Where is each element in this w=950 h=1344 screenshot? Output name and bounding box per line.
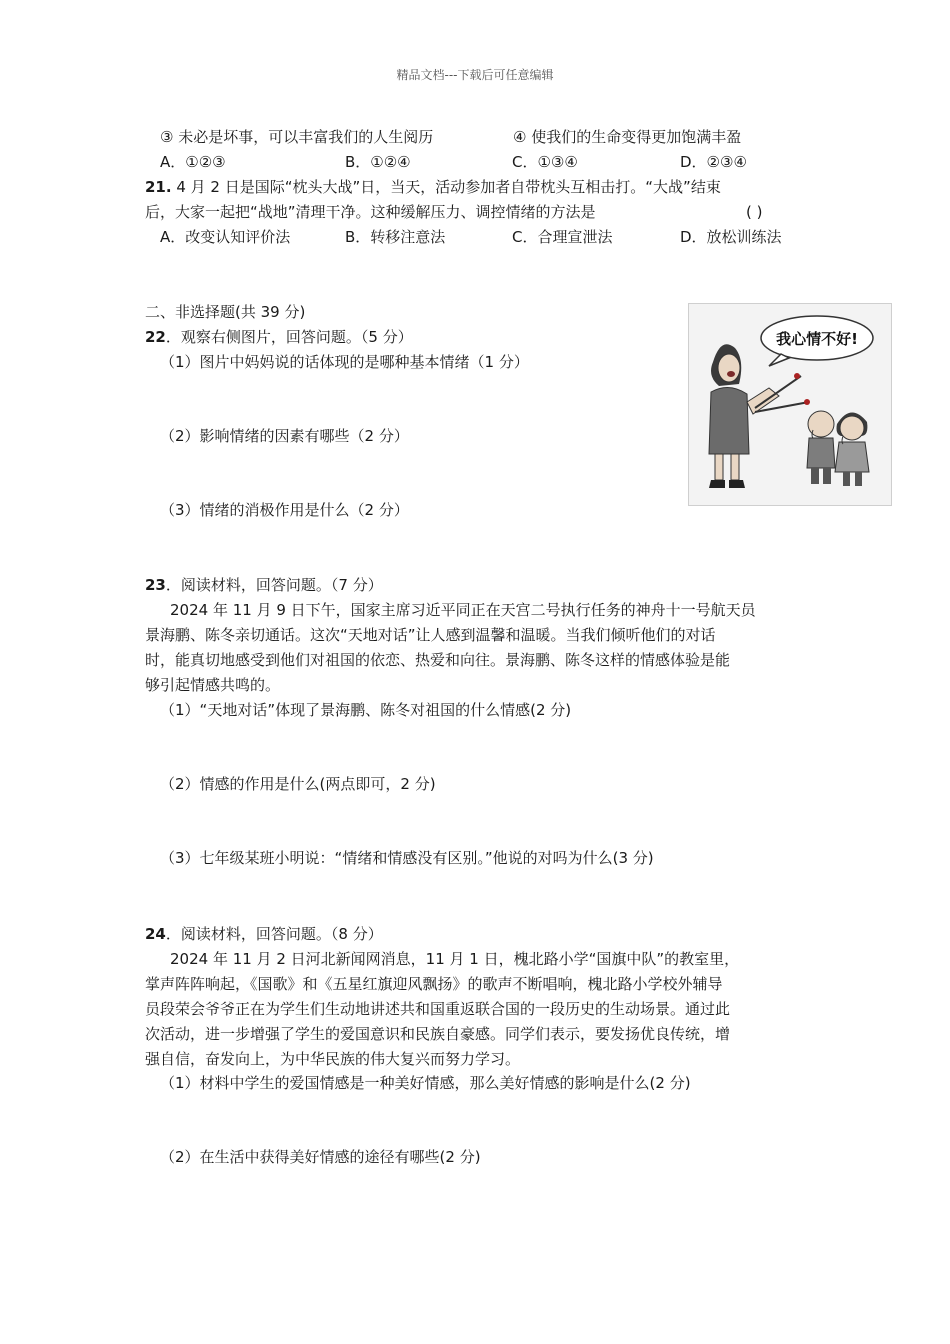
q22-title [145,327,413,347]
q21-line-1 [145,177,721,197]
q21-option-d: D．放松训练法 [680,228,782,246]
q20-statement-4: ④ 使我们的生命变得更加饱满丰盈 [513,128,742,146]
q22-sub-1: （1）图片中妈妈说的话体现的是哪种基本情绪（1 分） [160,353,529,371]
q21-option-c: C．合理宣泄法 [512,228,613,246]
q21-line-2: 后，大家一起把“战地”清理干净。这种缓解压力、调控情绪的方法是 [145,203,596,221]
q20-statement-3: ③ 未必是坏事，可以丰富我们的人生阅历 [160,128,434,146]
section-heading: 二、非选择题(共 39 分) [145,303,306,321]
q24-paragraph-line-1: 2024 年 11 月 2 日河北新闻网消息，11 月 1 日，槐北路小学“国旗中队”的教室里， [170,950,740,968]
q23-paragraph-line-1: 2024 年 11 月 9 日下午，国家主席习近平同正在天宫二号执行任务的神舟十一号航天员 [170,601,756,619]
q22-number: 22 [145,328,166,346]
q23-sub-2: （2）情感的作用是什么(两点即可，2 分) [160,775,436,793]
q23-title [145,575,383,595]
q22-title-text: ．观察右侧图片，回答问题。（5 分） [165,328,413,346]
q20-option-c: C．①③④ [512,153,578,171]
q21-option-b: B．转移注意法 [345,228,446,246]
q24-number: 24 [145,925,166,943]
q22-sub-3: （3）情绪的消极作用是什么（2 分） [160,501,409,519]
q24-sub-1: （1）材料中学生的爱国情感是一种美好情感，那么美好情感的影响是什么(2 分) [160,1074,691,1092]
q21-answer-bracket: ( ) [746,203,763,221]
q23-paragraph-line-3: 时，能真切地感受到他们对祖国的依恋、热爱和向往。景海鹏、陈冬这样的情感体验是能 [145,651,731,669]
q23-paragraph-line-2: 景海鹏、陈冬亲切通话。这次“天地对话”让人感到温馨和温暖。当我们倾听他们的对话 [145,626,716,644]
q24-title [145,924,383,944]
page-header: 精品文档---下载后可任意编辑 [396,68,554,82]
q24-sub-2: （2）在生活中获得美好情感的途径有哪些(2 分) [160,1148,481,1166]
q22-cartoon-image [688,303,892,506]
q23-paragraph-line-4: 够引起情感共鸣的。 [145,676,281,694]
q21-number: 21. [145,178,172,196]
cartoon-illustration [689,304,892,506]
q20-option-b: B．①②④ [345,153,411,171]
q23-title-text: ．阅读材料，回答问题。（7 分） [165,576,383,594]
q20-option-a: A．①②③ [160,153,226,171]
q24-paragraph-line-5: 强自信，奋发向上，为中华民族的伟大复兴而努力学习。 [145,1050,521,1068]
q23-number: 23 [145,576,166,594]
q24-paragraph-line-3: 员段荣会爷爷正在为学生们生动地讲述共和国重返联合国的一段历史的生动场景。通过此 [145,1000,731,1018]
q20-option-d: D．②③④ [680,153,747,171]
q22-sub-2: （2）影响情绪的因素有哪些（2 分） [160,427,409,445]
q21-option-a: A．改变认知评价法 [160,228,291,246]
q24-title-text: ．阅读材料，回答问题。（8 分） [165,925,383,943]
q23-sub-3: （3）七年级某班小明说：“情绪和情感没有区别。”他说的对吗为什么(3 分) [160,849,654,867]
q24-paragraph-line-2: 掌声阵阵响起，《国歌》和《五星红旗迎风飘扬》的歌声不断唱响，槐北路小学校外辅导 [145,975,723,993]
q23-sub-1: （1）“天地对话”体现了景海鹏、陈冬对祖国的什么情感(2 分) [160,701,572,719]
q24-paragraph-line-4: 次活动，进一步增强了学生的爱国意识和民族自豪感。同学们表示，要发扬优良传统，增 [145,1025,731,1043]
speech-bubble-text: 我心情不好! [776,330,858,348]
q21-text-1: 4 月 2 日是国际“枕头大战”日，当天，活动参加者自带枕头互相击打。“大战”结束 [171,178,721,196]
